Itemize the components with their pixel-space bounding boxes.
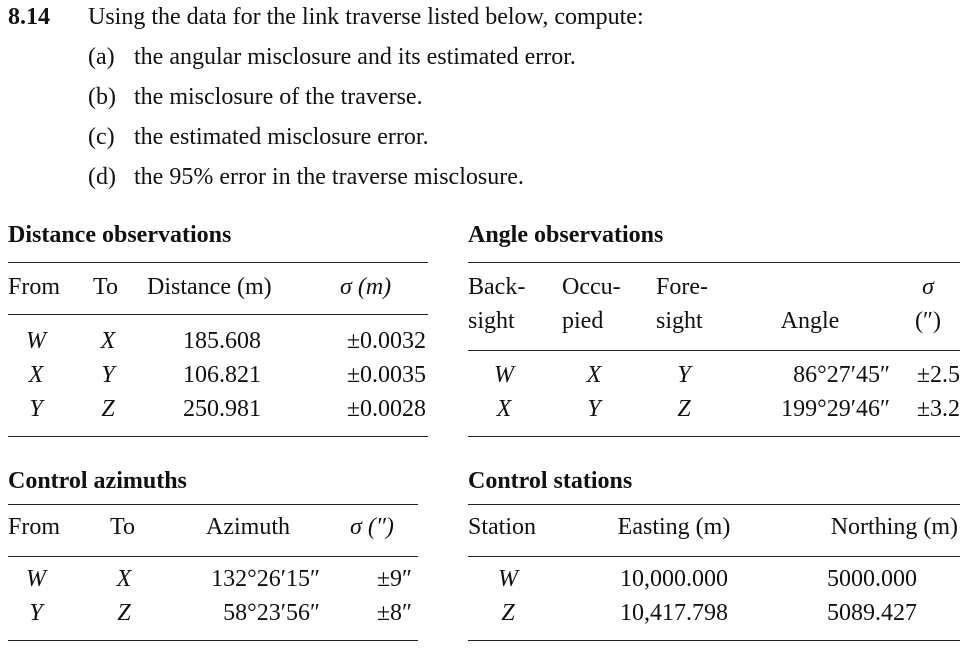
- table-title: Angle observations: [468, 222, 664, 248]
- column-header: (″): [915, 308, 941, 334]
- table-cell: 5089.427: [827, 600, 917, 626]
- column-header: To: [110, 514, 135, 540]
- rule: [8, 640, 418, 641]
- table-cell: Y: [29, 600, 43, 626]
- rule: [8, 556, 418, 557]
- table-cell: 10,000.000: [620, 566, 728, 592]
- column-header: Distance (m): [147, 274, 272, 300]
- column-header: Fore-: [656, 274, 708, 300]
- rule: [468, 556, 960, 557]
- rule: [8, 436, 428, 437]
- table-cell: ±3.2: [916, 396, 960, 422]
- rule: [468, 504, 960, 505]
- distance-table: [8, 222, 428, 442]
- column-header: Angle: [780, 308, 840, 334]
- column-header: sight: [656, 308, 703, 334]
- table-cell: ±8″: [376, 600, 412, 626]
- part-a: (a) the angular misclosure and its estimated error.: [88, 44, 576, 70]
- table-cell: 58°23′56″: [223, 600, 320, 626]
- table-title: Control azimuths: [8, 468, 187, 494]
- table-cell: 185.608: [183, 328, 261, 354]
- table-cell: W: [498, 566, 518, 592]
- column-header: From: [8, 274, 61, 300]
- table-cell: 199°29′46″: [781, 396, 890, 422]
- column-header: Northing (m): [830, 514, 958, 540]
- problem-stem: Using the data for the link traverse listed below, compute:: [88, 4, 644, 30]
- table-cell: W: [494, 362, 514, 388]
- column-header: Back-: [468, 274, 526, 300]
- column-header: To: [93, 274, 118, 300]
- rule: [468, 436, 960, 437]
- table-cell: 250.981: [183, 396, 261, 422]
- table-cell: 10,417.798: [620, 600, 728, 626]
- table-cell: Z: [101, 396, 115, 422]
- problem-number: 8.14: [8, 4, 50, 30]
- part-c: (c) the estimated misclosure error.: [88, 124, 429, 150]
- rule: [468, 640, 960, 641]
- table-cell: Z: [677, 396, 691, 422]
- table-cell: W: [26, 566, 46, 592]
- part-b: (b) the misclosure of the traverse.: [88, 84, 423, 110]
- column-header: σ (m): [340, 274, 392, 300]
- column-header: sight: [468, 308, 515, 334]
- table-cell: X: [100, 328, 116, 354]
- table-cell: ±0.0035: [346, 362, 426, 388]
- table-cell: 132°26′15″: [211, 566, 320, 592]
- rule: [8, 262, 428, 263]
- rule: [8, 314, 428, 315]
- table-cell: Y: [587, 396, 601, 422]
- table-cell: Z: [501, 600, 515, 626]
- column-header: σ (″): [350, 514, 394, 540]
- table-cell: 5000.000: [827, 566, 917, 592]
- table-cell: ±0.0032: [346, 328, 426, 354]
- rule: [468, 262, 960, 263]
- table-cell: X: [496, 396, 512, 422]
- column-header: Azimuth: [206, 514, 290, 540]
- rule: [468, 350, 960, 351]
- table-cell: 106.821: [183, 362, 261, 388]
- table-cell: W: [26, 328, 46, 354]
- table-cell: ±9″: [376, 566, 412, 592]
- table-cell: X: [28, 362, 44, 388]
- column-header: σ: [922, 274, 934, 300]
- station-table: [468, 468, 960, 648]
- table-cell: ±2.5: [916, 362, 960, 388]
- rule: [8, 504, 418, 505]
- table-cell: ±0.0028: [346, 396, 426, 422]
- azimuth-table: [8, 468, 418, 648]
- table-cell: X: [586, 362, 602, 388]
- table-title: Distance observations: [8, 222, 232, 248]
- column-header: Easting (m): [617, 514, 731, 540]
- table-title: Control stations: [468, 468, 633, 494]
- part-d: (d) the 95% error in the traverse misclosure.: [88, 164, 524, 190]
- table-cell: Y: [101, 362, 115, 388]
- column-header: pied: [562, 308, 604, 334]
- column-header: Occu-: [562, 274, 621, 300]
- table-cell: Y: [677, 362, 691, 388]
- column-header: From: [8, 514, 61, 540]
- angle-table: [468, 222, 960, 442]
- table-cell: Y: [29, 396, 43, 422]
- table-cell: Z: [117, 600, 131, 626]
- table-cell: X: [116, 566, 132, 592]
- column-header: Station: [468, 514, 537, 540]
- table-cell: 86°27′45″: [793, 362, 890, 388]
